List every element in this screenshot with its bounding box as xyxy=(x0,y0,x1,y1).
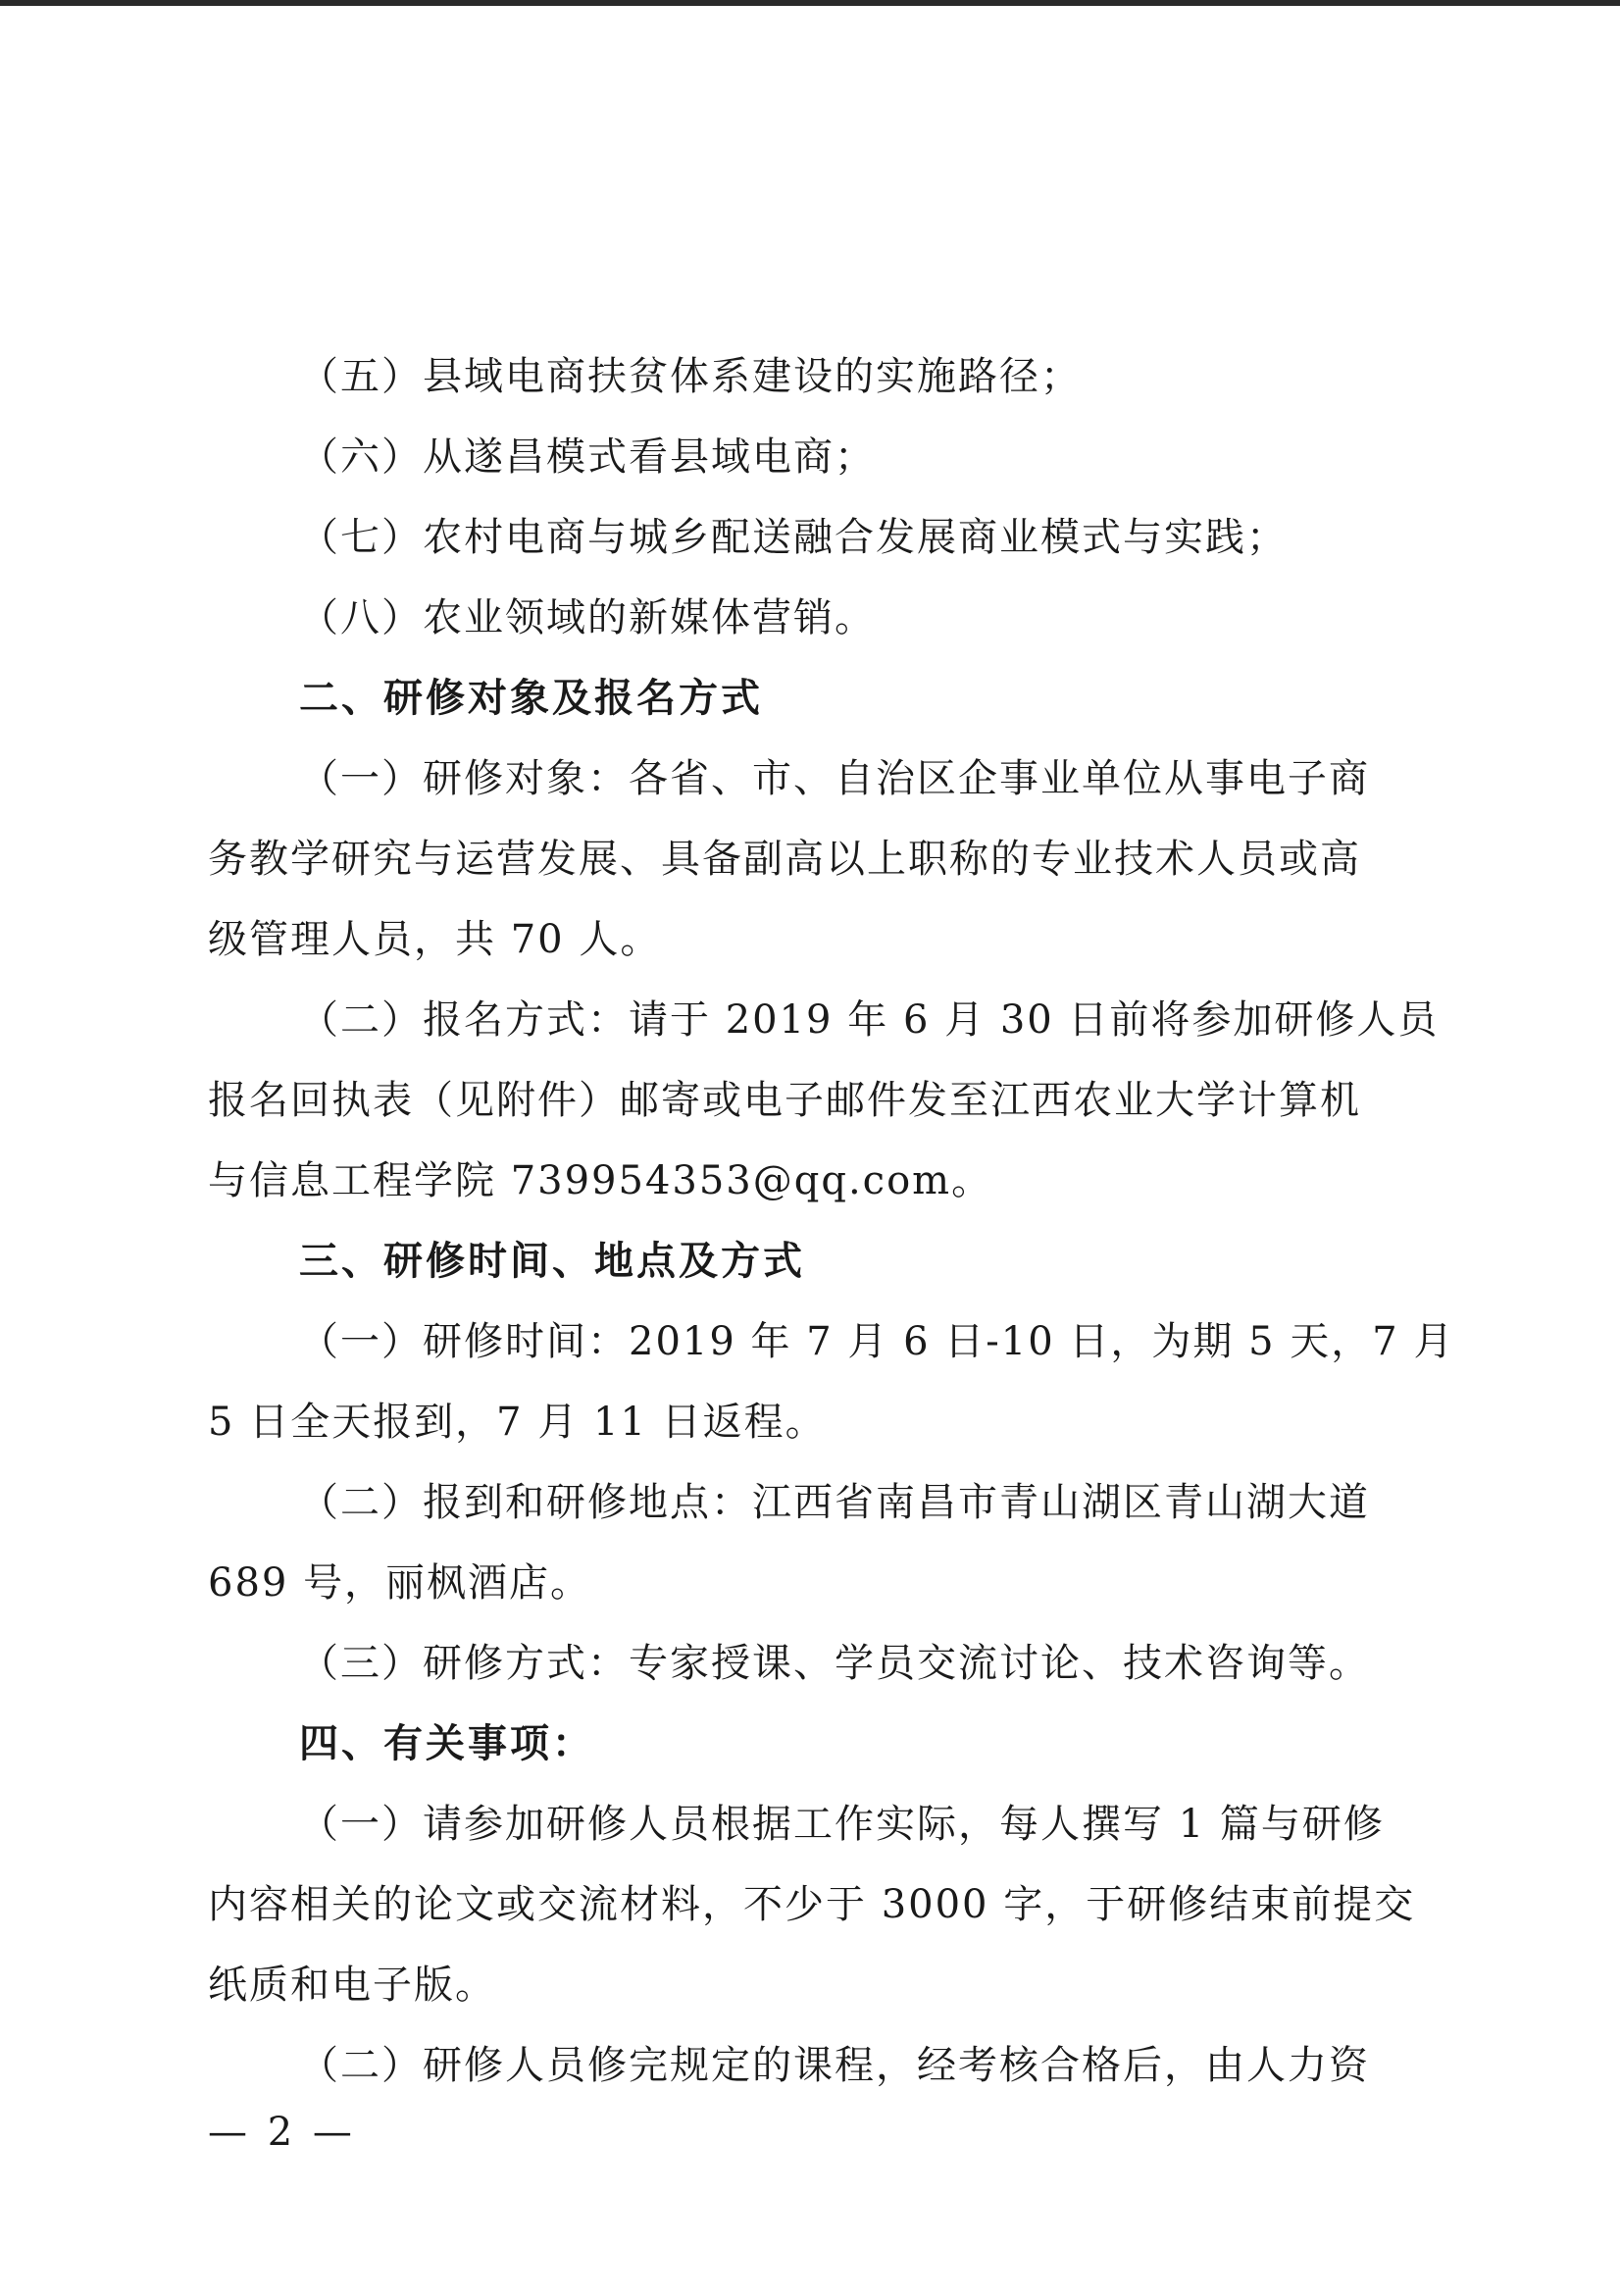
list-item-7: （七）农村电商与城乡配送融合发展商业模式与实践； xyxy=(299,515,1288,560)
paragraph-line: 5 日全天报到，7 月 11 日返程。 xyxy=(208,1400,827,1445)
paragraph-line: 内容相关的论文或交流材料，不少于 3000 字，于研修结束前提交 xyxy=(208,1882,1416,1927)
list-item-6: （六）从遂昌模式看县域电商； xyxy=(299,434,876,480)
section-heading-3: 三、研修时间、地点及方式 xyxy=(299,1239,805,1284)
section-heading-2: 二、研修对象及报名方式 xyxy=(299,676,763,721)
page-number: — 2 — xyxy=(208,2110,356,2155)
paragraph-line: 务教学研究与运营发展、具备副高以上职称的专业技术人员或高 xyxy=(208,837,1361,882)
paragraph-line: （三）研修方式：专家授课、学员交流讨论、技术咨询等。 xyxy=(299,1641,1370,1686)
paragraph-line: 689 号，丽枫酒店。 xyxy=(208,1560,592,1606)
paragraph-line: 与信息工程学院 739954353@qq.com。 xyxy=(208,1158,993,1203)
list-item-8: （八）农业领域的新媒体营销。 xyxy=(299,595,876,640)
paragraph-line: （一）请参加研修人员根据工作实际，每人撰写 1 篇与研修 xyxy=(299,1802,1385,1847)
section-heading-4: 四、有关事项： xyxy=(299,1721,594,1766)
paragraph-line: 级管理人员，共 70 人。 xyxy=(208,917,662,962)
paragraph-line: 纸质和电子版。 xyxy=(208,1963,496,2008)
list-item-5: （五）县域电商扶贫体系建设的实施路径； xyxy=(299,354,1082,399)
paragraph-line: 报名回执表（见附件）邮寄或电子邮件发至江西农业大学计算机 xyxy=(208,1078,1361,1123)
paragraph-line: （二）报到和研修地点：江西省南昌市青山湖区青山湖大道 xyxy=(299,1480,1370,1525)
paragraph-line: （一）研修时间：2019 年 7 月 6 日-10 日，为期 5 天，7 月 xyxy=(299,1319,1455,1364)
paragraph-line: （二）报名方式：请于 2019 年 6 月 30 日前将参加研修人员 xyxy=(299,997,1440,1043)
paragraph-line: （二）研修人员修完规定的课程，经考核合格后，由人力资 xyxy=(299,2043,1370,2088)
paragraph-line: （一）研修对象：各省、市、自治区企事业单位从事电子商 xyxy=(299,756,1370,801)
